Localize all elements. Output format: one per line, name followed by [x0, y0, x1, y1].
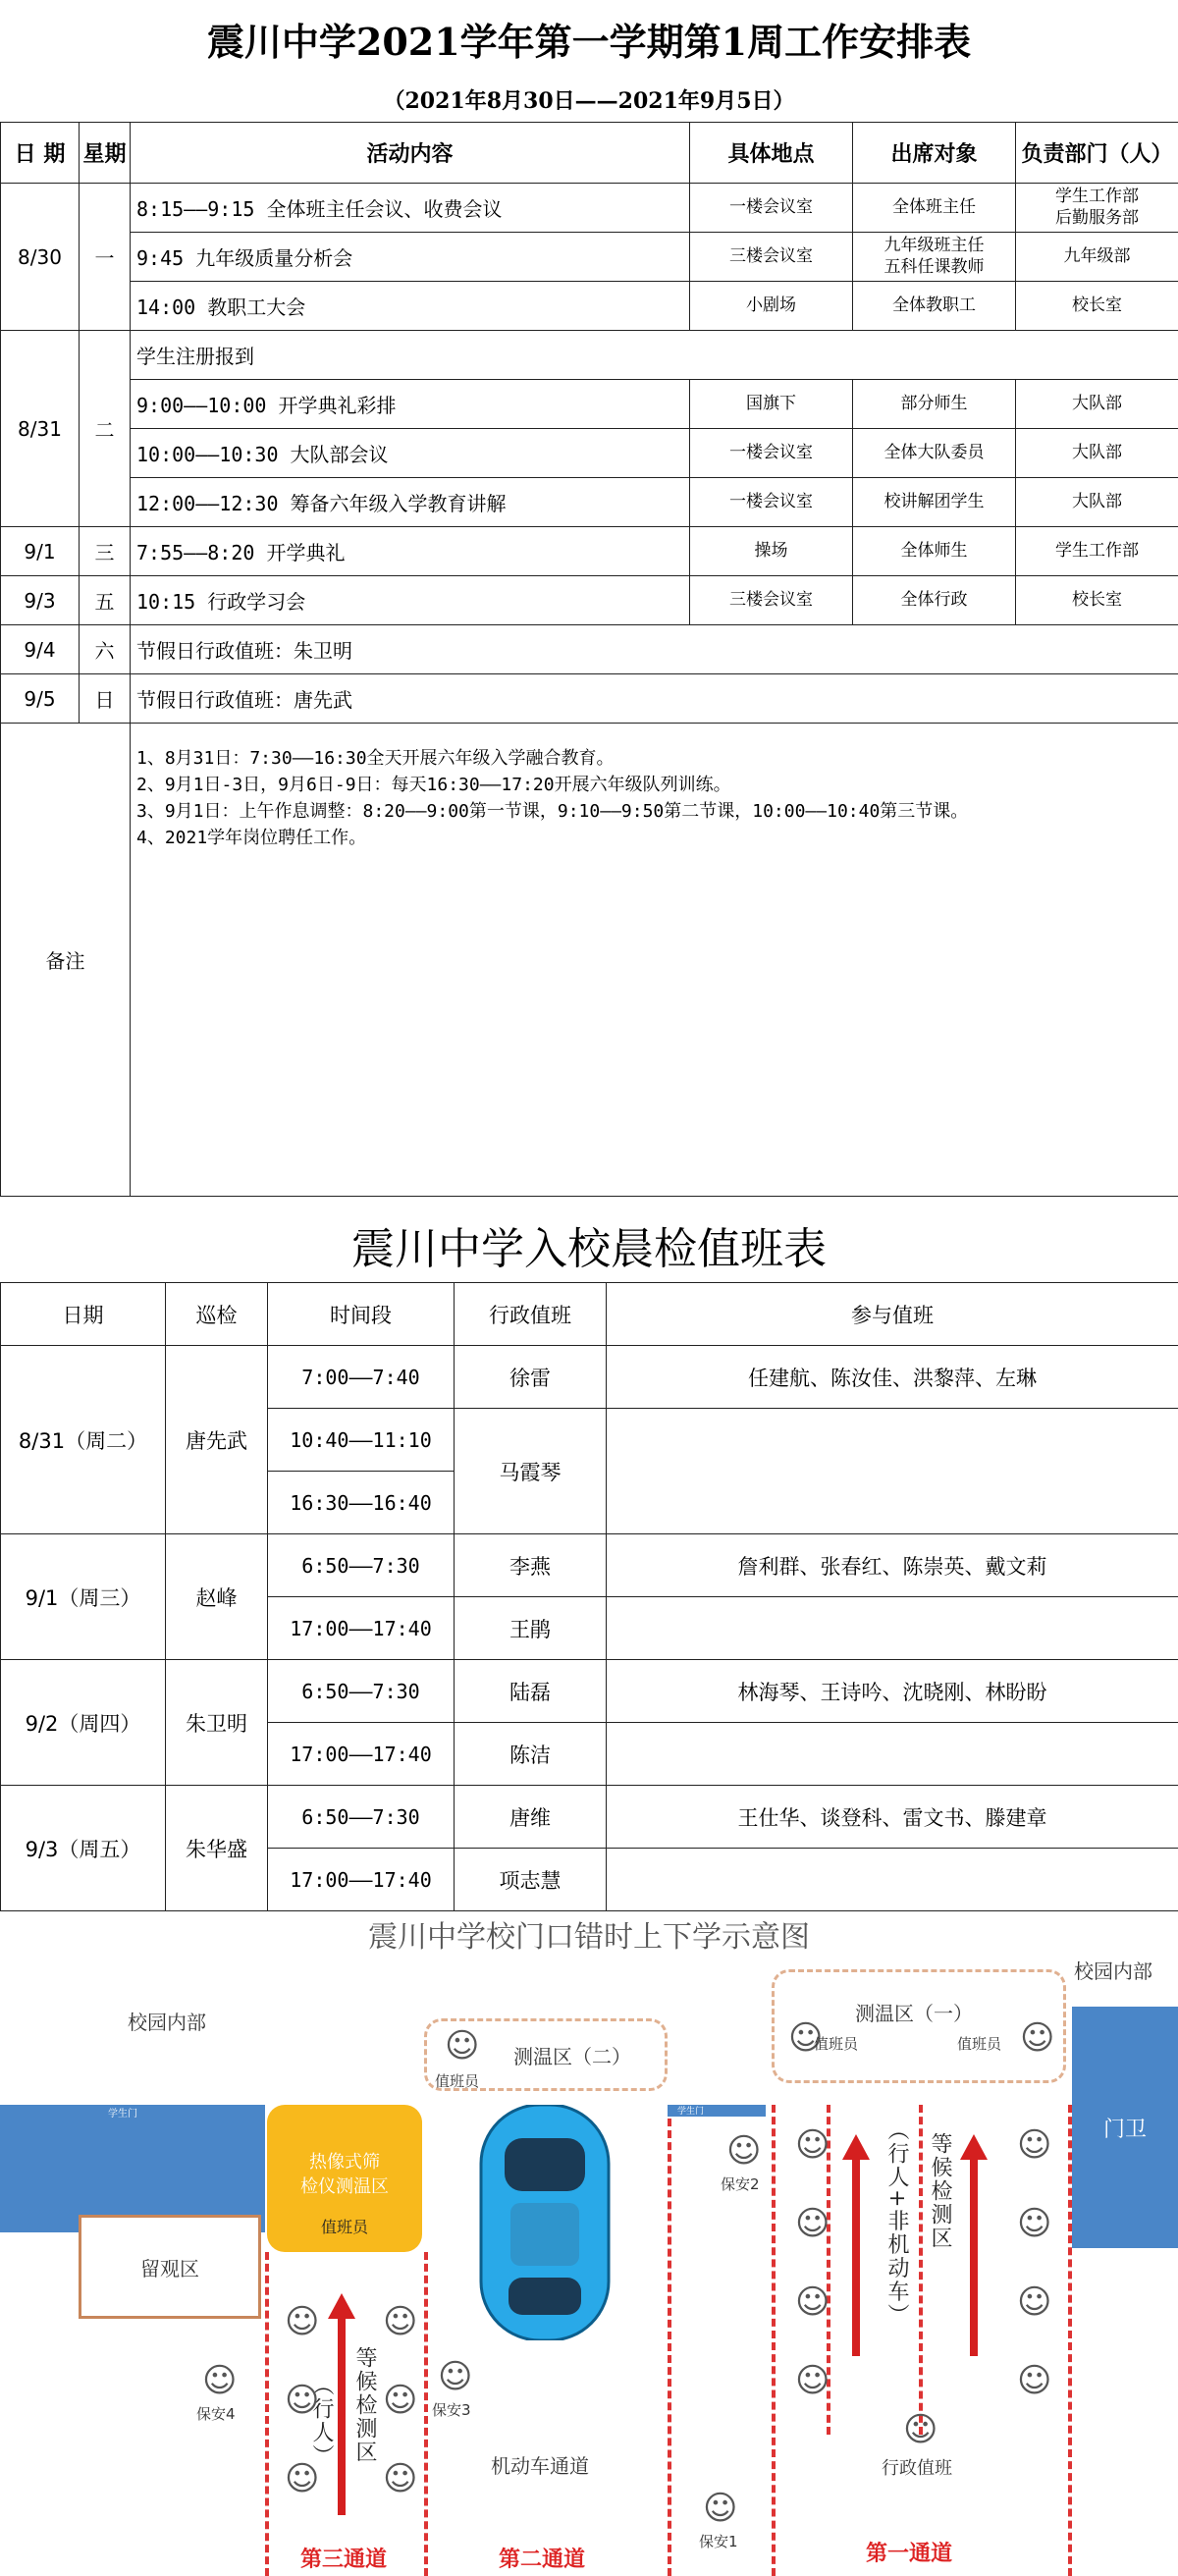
temp-zone-2-label: 测温区（二）: [513, 2045, 631, 2068]
header-date: 日期: [1, 1283, 166, 1346]
header-participants: 参与值班: [607, 1283, 1178, 1346]
table-row: [1, 478, 1178, 527]
admin-duty-label: 行政值班: [882, 2458, 952, 2479]
guard-room: [1072, 2007, 1178, 2248]
security-label: 保安4: [196, 2405, 236, 2423]
date-cell: 9/4: [1, 625, 80, 674]
date-cell: 9/3（周五）: [1, 1786, 166, 1911]
lane-divider: [919, 2105, 923, 2435]
weekday-cell: 六: [80, 625, 131, 674]
header-attendees: 出席对象: [853, 123, 1016, 184]
time-cell: 16:30——16:40: [268, 1472, 455, 1534]
remark-item: 3、9月1日：上午作息调整：8:20——9:00第一节课，9:10——9:50第二节课，10:00——10:40第三节课。: [136, 801, 969, 822]
participants-cell: [607, 1849, 1178, 1911]
header-place: 具体地点: [690, 123, 853, 184]
place-cell: 一楼会议室: [690, 184, 853, 233]
header-time: 时间段: [268, 1283, 455, 1346]
activity-cell: 9:45 九年级质量分析会: [131, 233, 690, 282]
vehicle-lane-label: 机动车通道: [491, 2454, 589, 2478]
left-wall: [0, 2105, 265, 2232]
staff-figure-icon: ☺: [1020, 2018, 1055, 2058]
remark-item: 1、8月31日：7:30——16:30全天开展六年级入学融合教育。: [136, 748, 615, 769]
time-cell: 10:40——11:10: [268, 1409, 455, 1472]
gate-tag: 学生门: [677, 2107, 705, 2117]
table-row: [1, 625, 1178, 674]
schedule-header-row: [1, 123, 1178, 184]
place-cell: 小剧场: [690, 282, 853, 331]
gate-diagram: [0, 1912, 1178, 2576]
patrol-cell: 唐先武: [166, 1346, 268, 1534]
time-cell: 17:00——17:40: [268, 1597, 455, 1660]
admin-cell: 李燕: [455, 1534, 607, 1597]
remark-item: 4、2021学年岗位聘任工作。: [136, 828, 367, 848]
dept-cell: 九年级部: [1016, 233, 1178, 282]
table-row: [1, 233, 1178, 282]
header-patrol: 巡检: [166, 1283, 268, 1346]
header-weekday: 星期: [80, 123, 131, 184]
attendees-cell: 部分师生: [853, 380, 1016, 429]
date-cell: 9/1: [1, 527, 80, 576]
person-icon: ☺: [1017, 2361, 1052, 2400]
remarks-label: 备注: [1, 724, 131, 1197]
attendees-cell: 全体教职工: [853, 282, 1016, 331]
activity-cell: 8:15——9:15 全体班主任会议、收费会议: [131, 184, 690, 233]
duty-title: 震川中学入校晨检值班表: [351, 1224, 827, 1274]
temp-zone-1-label: 测温区（一）: [855, 2002, 973, 2025]
temp-zone-2: [424, 2018, 668, 2091]
arrow-shaft: [852, 2160, 860, 2356]
lane-divider: [1068, 2105, 1072, 2576]
campus-inside-right: 校园内部: [1074, 1959, 1152, 1983]
date-cell: 9/5: [1, 674, 80, 724]
attendees-cell: 九年级班主任 五科任课教师: [853, 233, 1016, 282]
time-cell: 6:50——7:30: [268, 1534, 455, 1597]
participants-cell: 林海琴、王诗吟、沈晓刚、林盼盼: [607, 1660, 1178, 1723]
dept-cell: 大队部: [1016, 478, 1178, 527]
patrol-cell: 朱卫明: [166, 1660, 268, 1786]
security-label: 保安3: [432, 2401, 471, 2419]
activity-cell: 12:00——12:30 筹备六年级入学教育讲解: [131, 478, 690, 527]
wait-zone-label: 等候检测区: [352, 2346, 377, 2464]
temp-zone-1: [772, 1969, 1066, 2083]
lane-3-label: 第三通道: [300, 2547, 388, 2572]
lane-2-label: 第二通道: [499, 2547, 586, 2572]
person-icon: ☺: [795, 2282, 830, 2322]
dept-cell: 校长室: [1016, 576, 1178, 625]
lane-divider: [265, 2252, 269, 2576]
admin-cell: 唐维: [455, 1786, 607, 1849]
table-row: [1, 331, 1178, 380]
security-label: 保安2: [721, 2175, 760, 2193]
date-cell: 8/30: [1, 184, 80, 331]
header-admin: 行政值班: [455, 1283, 607, 1346]
participants-cell: 王仕华、谈登科、雷文书、滕建章: [607, 1786, 1178, 1849]
participants-cell: [607, 1597, 1178, 1660]
table-row: [1, 527, 1178, 576]
weekday-cell: 五: [80, 576, 131, 625]
admin-cell: 徐雷: [455, 1346, 607, 1409]
staff-figure-icon: ☺: [445, 2026, 480, 2066]
activity-cell: 10:00——10:30 大队部会议: [131, 429, 690, 478]
date-cell: 9/2（周四）: [1, 1660, 166, 1786]
dept-cell: 学生工作部 后勤服务部: [1016, 184, 1178, 233]
table-row: [1, 282, 1178, 331]
person-icon: ☺: [795, 2361, 830, 2400]
weekday-cell: 日: [80, 674, 131, 724]
guard-icon: ☺: [703, 2489, 738, 2528]
admin-cell: 马霞琴: [455, 1409, 607, 1534]
admin-cell: 陈洁: [455, 1723, 607, 1786]
participants-cell: 詹利群、张春红、陈崇英、戴文莉: [607, 1534, 1178, 1597]
lane-divider: [668, 2119, 671, 2576]
pedestrian-label: （行人）: [309, 2374, 334, 2468]
diagram-title: 震川中学校门口错时上下学示意图: [368, 1920, 810, 1955]
place-cell: 国旗下: [690, 380, 853, 429]
guard-room-label: 门卫: [1102, 2117, 1147, 2142]
time-cell: 7:00——7:40: [268, 1346, 455, 1409]
guard-icon: ☺: [726, 2131, 762, 2171]
person-icon: ☺: [383, 2381, 418, 2420]
gate-tag: 学生门: [108, 2109, 137, 2120]
place-cell: 三楼会议室: [690, 576, 853, 625]
campus-inside-left: 校园内部: [128, 2011, 206, 2034]
table-row: [1, 380, 1178, 429]
attendees-cell: 全体班主任: [853, 184, 1016, 233]
table-row: [1, 1534, 1178, 1597]
place-cell: 一楼会议室: [690, 429, 853, 478]
observation-area: [79, 2215, 261, 2319]
date-cell: 8/31（周二）: [1, 1346, 166, 1534]
duty-staff-label: 值班员: [435, 2072, 480, 2090]
arrow-up-icon: [328, 2293, 355, 2319]
time-cell: 17:00——17:40: [268, 1723, 455, 1786]
table-row: [1, 429, 1178, 478]
attendees-cell: 全体大队委员: [853, 429, 1016, 478]
duty-staff-label: 值班员: [320, 2218, 368, 2237]
patrol-cell: 朱华盛: [166, 1786, 268, 1911]
attendees-cell: 全体行政: [853, 576, 1016, 625]
pedestrian-nonmotor-label: （行人+非机动车）: [884, 2119, 909, 2328]
place-cell: 三楼会议室: [690, 233, 853, 282]
remarks-content: [131, 724, 1178, 1197]
patrol-cell: 赵峰: [166, 1534, 268, 1660]
time-cell: 17:00——17:40: [268, 1849, 455, 1911]
staff-figure-icon: ☺: [788, 2018, 824, 2058]
table-row: [1, 674, 1178, 724]
dept-cell: 大队部: [1016, 429, 1178, 478]
activity-cell: 9:00——10:00 开学典礼彩排: [131, 380, 690, 429]
dept-cell: 大队部: [1016, 380, 1178, 429]
admin-cell: 项志慧: [455, 1849, 607, 1911]
activity-cell: 7:55——8:20 开学典礼: [131, 527, 690, 576]
security-label: 保安1: [699, 2533, 738, 2550]
weekday-cell: 二: [80, 331, 131, 527]
lane-divider: [772, 2105, 776, 2576]
schedule-table: [0, 122, 1178, 1197]
admin-figure-icon: ☺: [903, 2410, 938, 2449]
guard-icon: ☺: [438, 2357, 473, 2396]
thermal-zone-label: 热像式筛 检仪测温区: [300, 2152, 389, 2198]
person-icon: ☺: [285, 2459, 320, 2498]
person-icon: ☺: [1017, 2125, 1052, 2165]
participants-cell: [607, 1409, 1178, 1534]
header-dept: 负责部门（人）: [1016, 123, 1178, 184]
header-date: 日 期: [1, 123, 80, 184]
wait-zone-label: 等候检测区: [928, 2132, 952, 2250]
activity-cell: 节假日行政值班：朱卫明: [131, 625, 1178, 674]
participants-cell: 任建航、陈汝佳、洪黎萍、左琳: [607, 1346, 1178, 1409]
duty-staff-label: 值班员: [957, 2035, 1002, 2053]
participants-cell: [607, 1723, 1178, 1786]
activity-cell: 节假日行政值班：唐先武: [131, 674, 1178, 724]
schedule-date-range: （2021年8月30日——2021年9月5日）: [383, 87, 795, 114]
arrow-up-icon: [960, 2134, 988, 2160]
place-cell: 一楼会议室: [690, 478, 853, 527]
person-icon: ☺: [795, 2204, 830, 2243]
place-cell: 操场: [690, 527, 853, 576]
table-row: [1, 1660, 1178, 1723]
arrow-up-icon: [842, 2134, 870, 2160]
duty-header-row: [1, 1283, 1178, 1346]
remarks-row: [1, 724, 1178, 1197]
person-icon: ☺: [383, 2302, 418, 2341]
table-row: [1, 576, 1178, 625]
activity-cell: 14:00 教职工大会: [131, 282, 690, 331]
duty-staff-label: 值班员: [814, 2035, 859, 2053]
admin-cell: 陆磊: [455, 1660, 607, 1723]
attendees-cell: 校讲解团学生: [853, 478, 1016, 527]
person-icon: ☺: [1017, 2282, 1052, 2322]
activity-cell: 学生注册报到: [131, 331, 1178, 380]
schedule-title: 震川中学2021学年第一学期第1周工作安排表: [206, 19, 972, 64]
date-cell: 9/1（周三）: [1, 1534, 166, 1660]
dept-cell: 校长室: [1016, 282, 1178, 331]
person-icon: ☺: [285, 2381, 320, 2420]
person-icon: ☺: [795, 2125, 830, 2165]
header-activity: 活动内容: [131, 123, 690, 184]
date-cell: 8/31: [1, 331, 80, 527]
date-cell: 9/3: [1, 576, 80, 625]
time-cell: 6:50——7:30: [268, 1786, 455, 1849]
person-icon: ☺: [1017, 2204, 1052, 2243]
arrow-shaft: [970, 2160, 978, 2356]
thermal-zone: [267, 2105, 422, 2252]
observation-label: 留观区: [140, 2256, 199, 2281]
lane-1-label: 第一通道: [866, 2541, 953, 2566]
table-row: [1, 1346, 1178, 1409]
table-row: [1, 184, 1178, 233]
dept-cell: 学生工作部: [1016, 527, 1178, 576]
guard-icon: ☺: [202, 2361, 238, 2400]
person-icon: ☺: [383, 2459, 418, 2498]
lane-divider: [424, 2252, 428, 2576]
arrow-shaft: [338, 2319, 346, 2515]
remark-item: 2、9月1日-3日，9月6日-9日：每天16:30——17:20开展六年级队列训练。: [136, 775, 731, 795]
person-icon: ☺: [285, 2302, 320, 2341]
activity-cell: 10:15 行政学习会: [131, 576, 690, 625]
time-cell: 6:50——7:30: [268, 1660, 455, 1723]
attendees-cell: 全体师生: [853, 527, 1016, 576]
admin-cell: 王鹃: [455, 1597, 607, 1660]
table-row: [1, 1786, 1178, 1849]
car-icon: [471, 2105, 618, 2340]
duty-table: [0, 1282, 1178, 1911]
weekday-cell: 一: [80, 184, 131, 331]
weekday-cell: 三: [80, 527, 131, 576]
